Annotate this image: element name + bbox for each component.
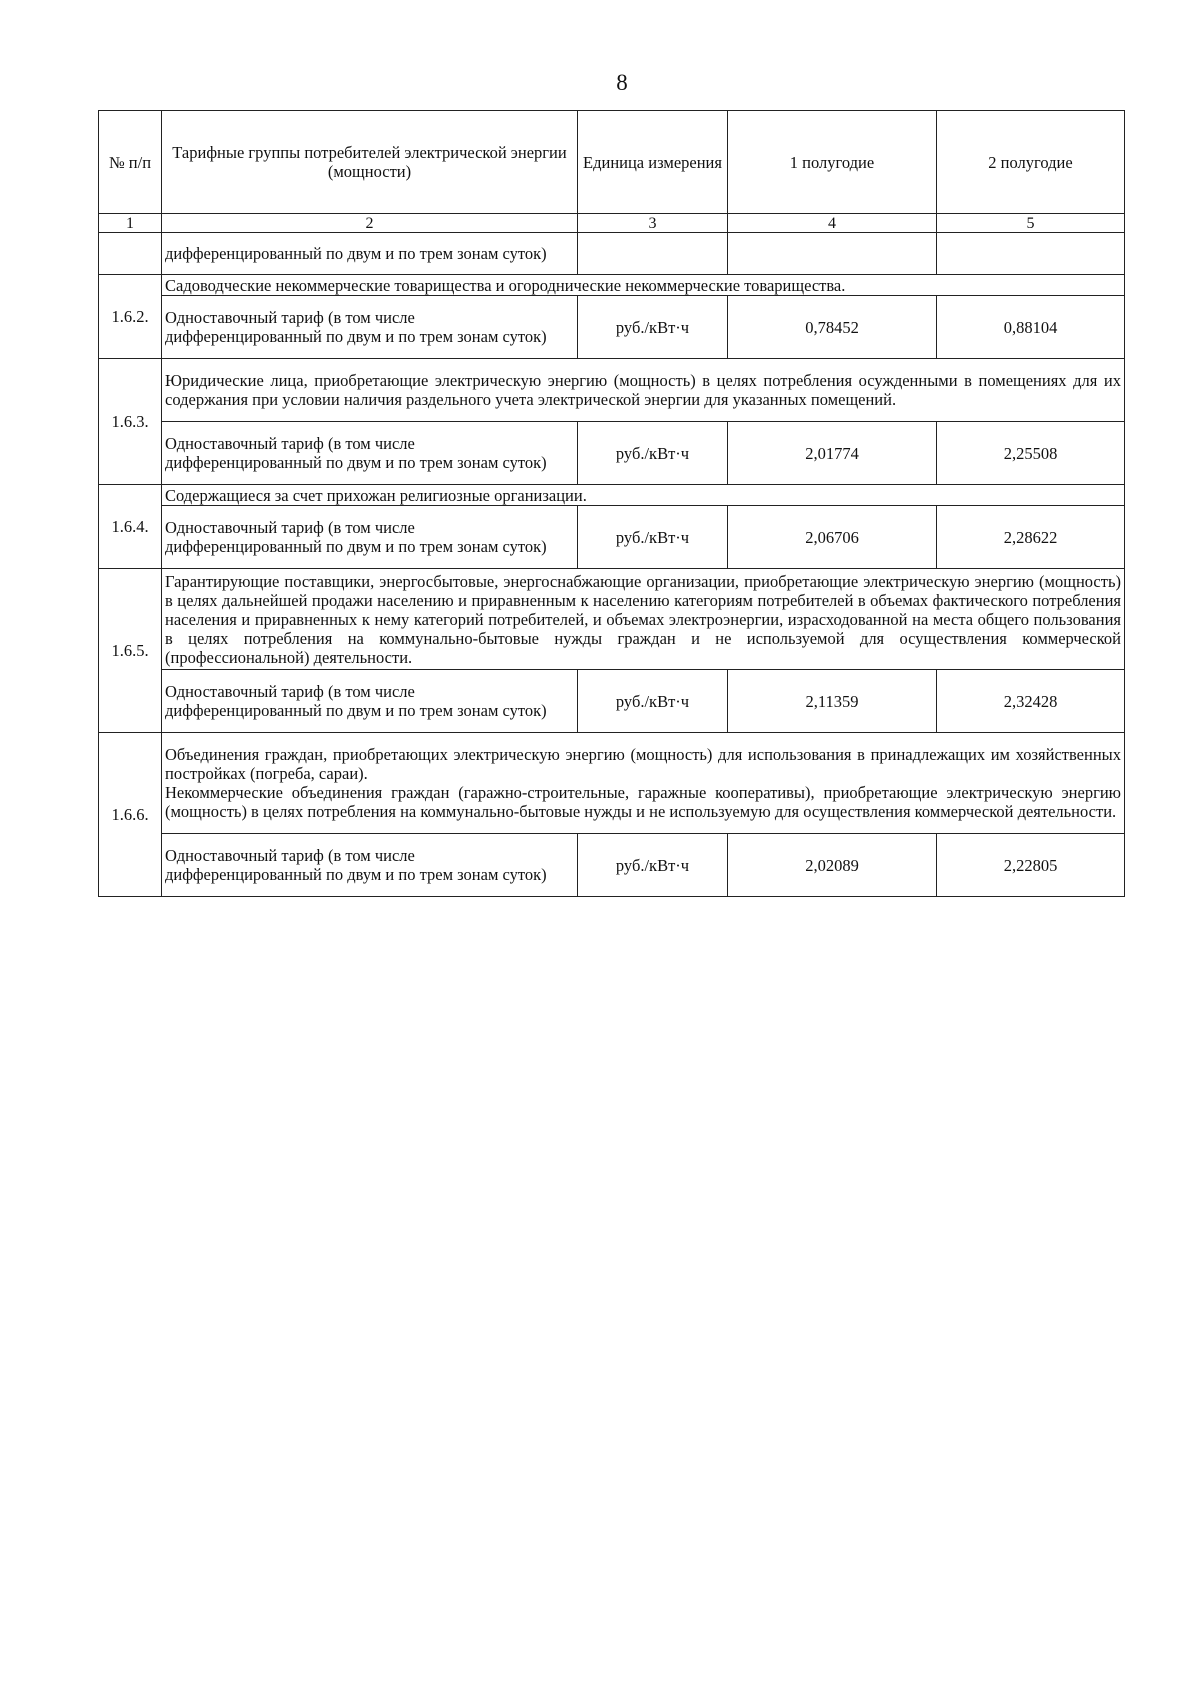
row-number-empty <box>99 233 162 275</box>
second-half-value: 2,22805 <box>937 834 1125 897</box>
row-number: 1.6.3. <box>99 359 162 485</box>
second-half-value: 2,32428 <box>937 670 1125 733</box>
column-number: 3 <box>578 214 728 233</box>
table-row-tariff <box>99 506 1125 569</box>
table-header-row <box>99 111 1125 214</box>
table-row-group <box>99 359 1125 422</box>
tariff-description: Одноставочный тариф (в том числе дифференцированный по двум и по трем зонам суток) <box>162 296 578 359</box>
row-number: 1.6.6. <box>99 733 162 897</box>
tariff-description: Одноставочный тариф (в том числе дифференцированный по двум и по трем зонам суток) <box>162 834 578 897</box>
tariff-description: дифференцированный по двум и по трем зонам суток) <box>162 233 578 275</box>
tariff-description: Одноставочный тариф (в том числе дифференцированный по двум и по трем зонам суток) <box>162 506 578 569</box>
header-unit: Единица измерения <box>578 111 728 214</box>
unit-cell: руб./кВт·ч <box>578 422 728 485</box>
unit-empty <box>578 233 728 275</box>
table-row-group <box>99 733 1125 834</box>
unit-cell: руб./кВт·ч <box>578 834 728 897</box>
header-first-half: 1 полугодие <box>728 111 937 214</box>
header-second-half: 2 полугодие <box>937 111 1125 214</box>
consumer-group-text-2: Некоммерческие объединения граждан (гаражно-строительные, гаражные кооперативы), приобретающие электрическую энергию (мощность) в целях потребления на коммунально-бытовые нужды и не используемую для осуществления коммерческой деятельности. <box>165 783 1121 821</box>
tariff-table <box>98 110 1125 897</box>
header-number: № п/п <box>99 111 162 214</box>
table-row-group <box>99 275 1125 296</box>
table-row-tariff <box>99 296 1125 359</box>
first-half-value: 2,06706 <box>728 506 937 569</box>
second-half-value: 2,28622 <box>937 506 1125 569</box>
second-half-empty <box>937 233 1125 275</box>
tariff-description: Одноставочный тариф (в том числе дифференцированный по двум и по трем зонам суток) <box>162 422 578 485</box>
first-half-empty <box>728 233 937 275</box>
table-row-tariff <box>99 670 1125 733</box>
column-number: 5 <box>937 214 1125 233</box>
unit-cell: руб./кВт·ч <box>578 506 728 569</box>
consumer-group-text: Садоводческие некоммерческие товарищества и огороднические некоммерческие товарищества. <box>162 275 1125 296</box>
column-number: 4 <box>728 214 937 233</box>
table-row-group <box>99 485 1125 506</box>
table-row-tariff <box>99 422 1125 485</box>
row-number: 1.6.2. <box>99 275 162 359</box>
column-numbers-row <box>99 214 1125 233</box>
unit-cell: руб./кВт·ч <box>578 296 728 359</box>
second-half-value: 2,25508 <box>937 422 1125 485</box>
table-row-group <box>99 569 1125 670</box>
header-tariff-groups: Тарифные группы потребителей электрической энергии (мощности) <box>162 111 578 214</box>
first-half-value: 0,78452 <box>728 296 937 359</box>
first-half-value: 2,02089 <box>728 834 937 897</box>
consumer-group-text: Объединения граждан, приобретающих электрическую энергию (мощность) для использования в принадлежащих им хозяйственных постройках (погреба, сараи). <box>165 745 1121 783</box>
table-row-tariff <box>99 834 1125 897</box>
table-row-continuation <box>99 233 1125 275</box>
unit-cell: руб./кВт·ч <box>578 670 728 733</box>
consumer-group-cell <box>162 733 1125 834</box>
consumer-group-text: Юридические лица, приобретающие электрическую энергию (мощность) в целях потребления осужденными в помещениях для их содержания при условии наличия раздельного учета электрической энергии для указанных помещений. <box>162 359 1125 422</box>
second-half-value: 0,88104 <box>937 296 1125 359</box>
first-half-value: 2,11359 <box>728 670 937 733</box>
column-number: 2 <box>162 214 578 233</box>
consumer-group-text: Гарантирующие поставщики, энергосбытовые, энергоснабжающие организации, приобретающие электрическую энергию (мощность) в целях дальнейшей продажи населению и приравненным к населению категориям потребителей в объемах фактического потребления населения и приравненных к нему категорий потребителей, и объемах электроэнергии, израсходованной на места общего пользования в целях потребления на коммунально-бытовые нужды граждан и не используемой для осуществления коммерческой (профессиональной) деятельности. <box>162 569 1125 670</box>
page-number: 8 <box>616 70 628 95</box>
tariff-description: Одноставочный тариф (в том числе дифференцированный по двум и по трем зонам суток) <box>162 670 578 733</box>
consumer-group-text: Содержащиеся за счет прихожан религиозные организации. <box>162 485 1125 506</box>
first-half-value: 2,01774 <box>728 422 937 485</box>
column-number: 1 <box>99 214 162 233</box>
row-number: 1.6.4. <box>99 485 162 569</box>
row-number: 1.6.5. <box>99 569 162 733</box>
